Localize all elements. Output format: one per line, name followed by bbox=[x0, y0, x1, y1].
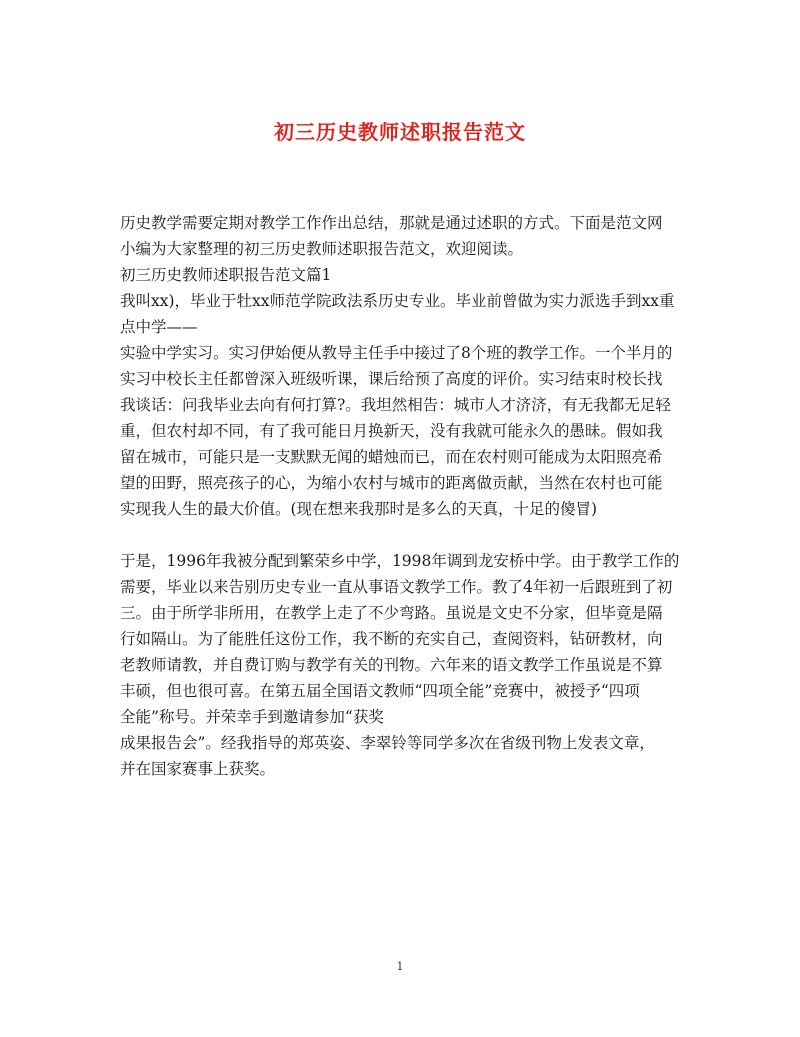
body-line: 历史教学需要定期对教学工作作出总结，那就是通过述职的方式。下面是范文网 bbox=[120, 214, 663, 232]
body-line: 重，但农村却不同，有了我可能日月换新天，没有我就可能永久的愚昧。假如我 bbox=[120, 422, 663, 440]
body-line: 我叫xx)，毕业于牡xx师范学院政法系历史专业。毕业前曾做为实力派选手到xx重 bbox=[120, 292, 675, 310]
body-line: 丰硕，但也很可喜。在第五届全国语文教师“四项全能”竞赛中，被授予“四项 bbox=[120, 682, 640, 700]
body-line: 并在国家赛事上获奖。 bbox=[120, 760, 276, 778]
body-line: 实现我人生的最大价值。(现在想来我那时是多么的天真，十足的傻冒) bbox=[120, 500, 598, 518]
body-line: 点中学—— bbox=[120, 318, 198, 336]
body-line: 实习中校长主任都曾深入班级听课，课后给预了高度的评价。实习结束时校长找 bbox=[120, 370, 663, 388]
page-number: 1 bbox=[396, 960, 404, 973]
body-line: 成果报告会”。经我指导的郑英姿、李翠铃等同学多次在省级刊物上发表文章， bbox=[120, 734, 655, 752]
body-line: 小编为大家整理的初三历史教师述职报告范文，欢迎阅读。 bbox=[120, 240, 524, 258]
document-body bbox=[120, 210, 692, 782]
body-line: 实验中学实习。实习伊始便从教导主任手中接过了8个班的教学工作。一个半月的 bbox=[120, 344, 673, 362]
body-line: 行如隔山。为了能胜任这份工作，我不断的充实自己，查阅资料，钻研教材，向 bbox=[120, 630, 663, 648]
section-heading: 初三历史教师述职报告范文篇1 bbox=[120, 266, 332, 284]
paragraph-gap bbox=[120, 522, 692, 548]
body-line: 我谈话：问我毕业去向有何打算?。我坦然相告：城市人才济济，有无我都无足轻 bbox=[120, 396, 671, 414]
body-line: 望的田野，照亮孩子的心，为缩小农村与城市的距离做贡献，当然在农村也可能 bbox=[120, 474, 663, 492]
body-line: 全能”称号。并荣幸手到邀请参加“获奖 bbox=[120, 708, 384, 726]
body-line: 老教师请教，并自费订购与教学有关的刊物。六年来的语文教学工作虽说是不算 bbox=[120, 656, 663, 674]
body-line: 三。由于所学非所用，在教学上走了不少弯路。虽说是文史不分家，但毕竟是隔 bbox=[120, 604, 663, 622]
body-line: 留在城市，可能只是一支默默无闻的蜡烛而已，而在农村则可能成为太阳照亮希 bbox=[120, 448, 663, 466]
body-line: 于是，1996年我被分配到繁荣乡中学，1998年调到龙安桥中学。由于教学工作的 bbox=[120, 552, 680, 570]
document-title: 初三历史教师述职报告范文 bbox=[274, 120, 526, 144]
body-line: 需要，毕业以来告别历史专业一直从事语文教学工作。教了4年初一后跟班到了初 bbox=[120, 578, 673, 596]
